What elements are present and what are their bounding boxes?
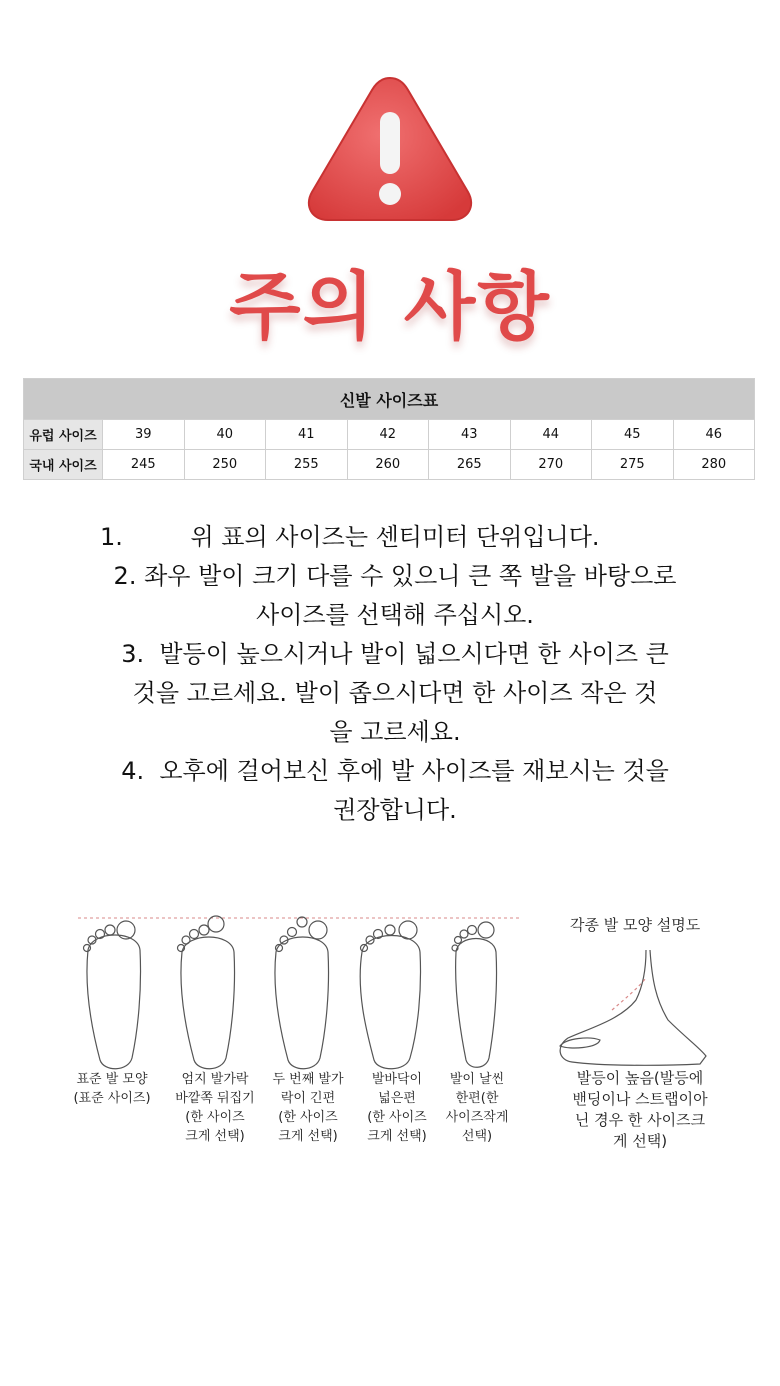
table-cell: 260 [347,450,429,480]
note-item [90,518,700,557]
table-cell: 255 [266,450,348,480]
table-row [24,420,755,450]
row-label: 국내 사이즈 [24,450,103,480]
warning-triangle-icon [300,70,480,230]
note-text: 권장합니다. [333,796,457,824]
note-number: 3. [121,640,145,668]
note-number: 2. [113,562,137,590]
table-cell: 265 [429,450,511,480]
note-text: 사이즈를 선택해 주십시오. [256,601,534,629]
note-item [90,752,700,830]
table-cell: 42 [347,420,429,450]
foot-label: 발등이 높음(발등에 밴딩이나 스트랩이아 닌 경우 한 사이즈크 게 선택) [572,1069,708,1150]
row-label: 유럽 사이즈 [24,420,103,450]
note-text: 오후에 걸어보신 후에 발 사이즈를 재보시는 것을 [159,757,669,785]
table-cell: 245 [103,450,185,480]
note-number: 1. [100,523,123,551]
note-text: 발등이 높으시거나 발이 넓으시다면 한 사이즈 큰 [159,640,669,668]
table-cell: 270 [510,450,592,480]
note-number: 4. [121,757,145,785]
note-text: 을 고르세요. [329,718,461,746]
note-text: 위 표의 사이즈는 센티미터 단위입니다. [190,523,600,551]
table-cell: 46 [673,420,755,450]
foot-label: 표준 발 모양 (표준 사이즈) [73,1072,151,1106]
foot-label: 엄지 발가락 바깥쪽 뒤집기 (한 사이즈 크게 선택) [175,1072,255,1144]
table-cell: 250 [184,450,266,480]
foot-label: 발이 날씬 한편(한 사이즈작게 선택) [445,1072,509,1144]
note-text: 것을 고르세요. 발이 좁으시다면 한 사이즈 작은 것 [132,679,658,707]
table-cell: 40 [184,420,266,450]
foot-guide-title: 각종 발 모양 설명도 [570,916,701,934]
foot-label: 발바닥이 넓은편 (한 사이즈 크게 선택) [367,1072,427,1144]
foot-label: 두 번째 발가 락이 긴편 (한 사이즈 크게 선택) [272,1072,344,1144]
notes-list [90,518,700,830]
table-cell: 39 [103,420,185,450]
note-item [90,635,700,752]
table-cell: 45 [592,420,674,450]
table-cell: 43 [429,420,511,450]
table-cell: 44 [510,420,592,450]
size-table-title: 신발 사이즈표 [24,379,755,420]
size-table [23,378,755,480]
table-cell: 275 [592,450,674,480]
page-title: 주의 사항 [229,264,551,350]
note-item [90,557,700,635]
table-cell: 280 [673,450,755,480]
note-text: 좌우 발이 크기 다를 수 있으니 큰 쪽 발을 바탕으로 [144,562,677,590]
table-cell: 41 [266,420,348,450]
table-row [24,450,755,480]
